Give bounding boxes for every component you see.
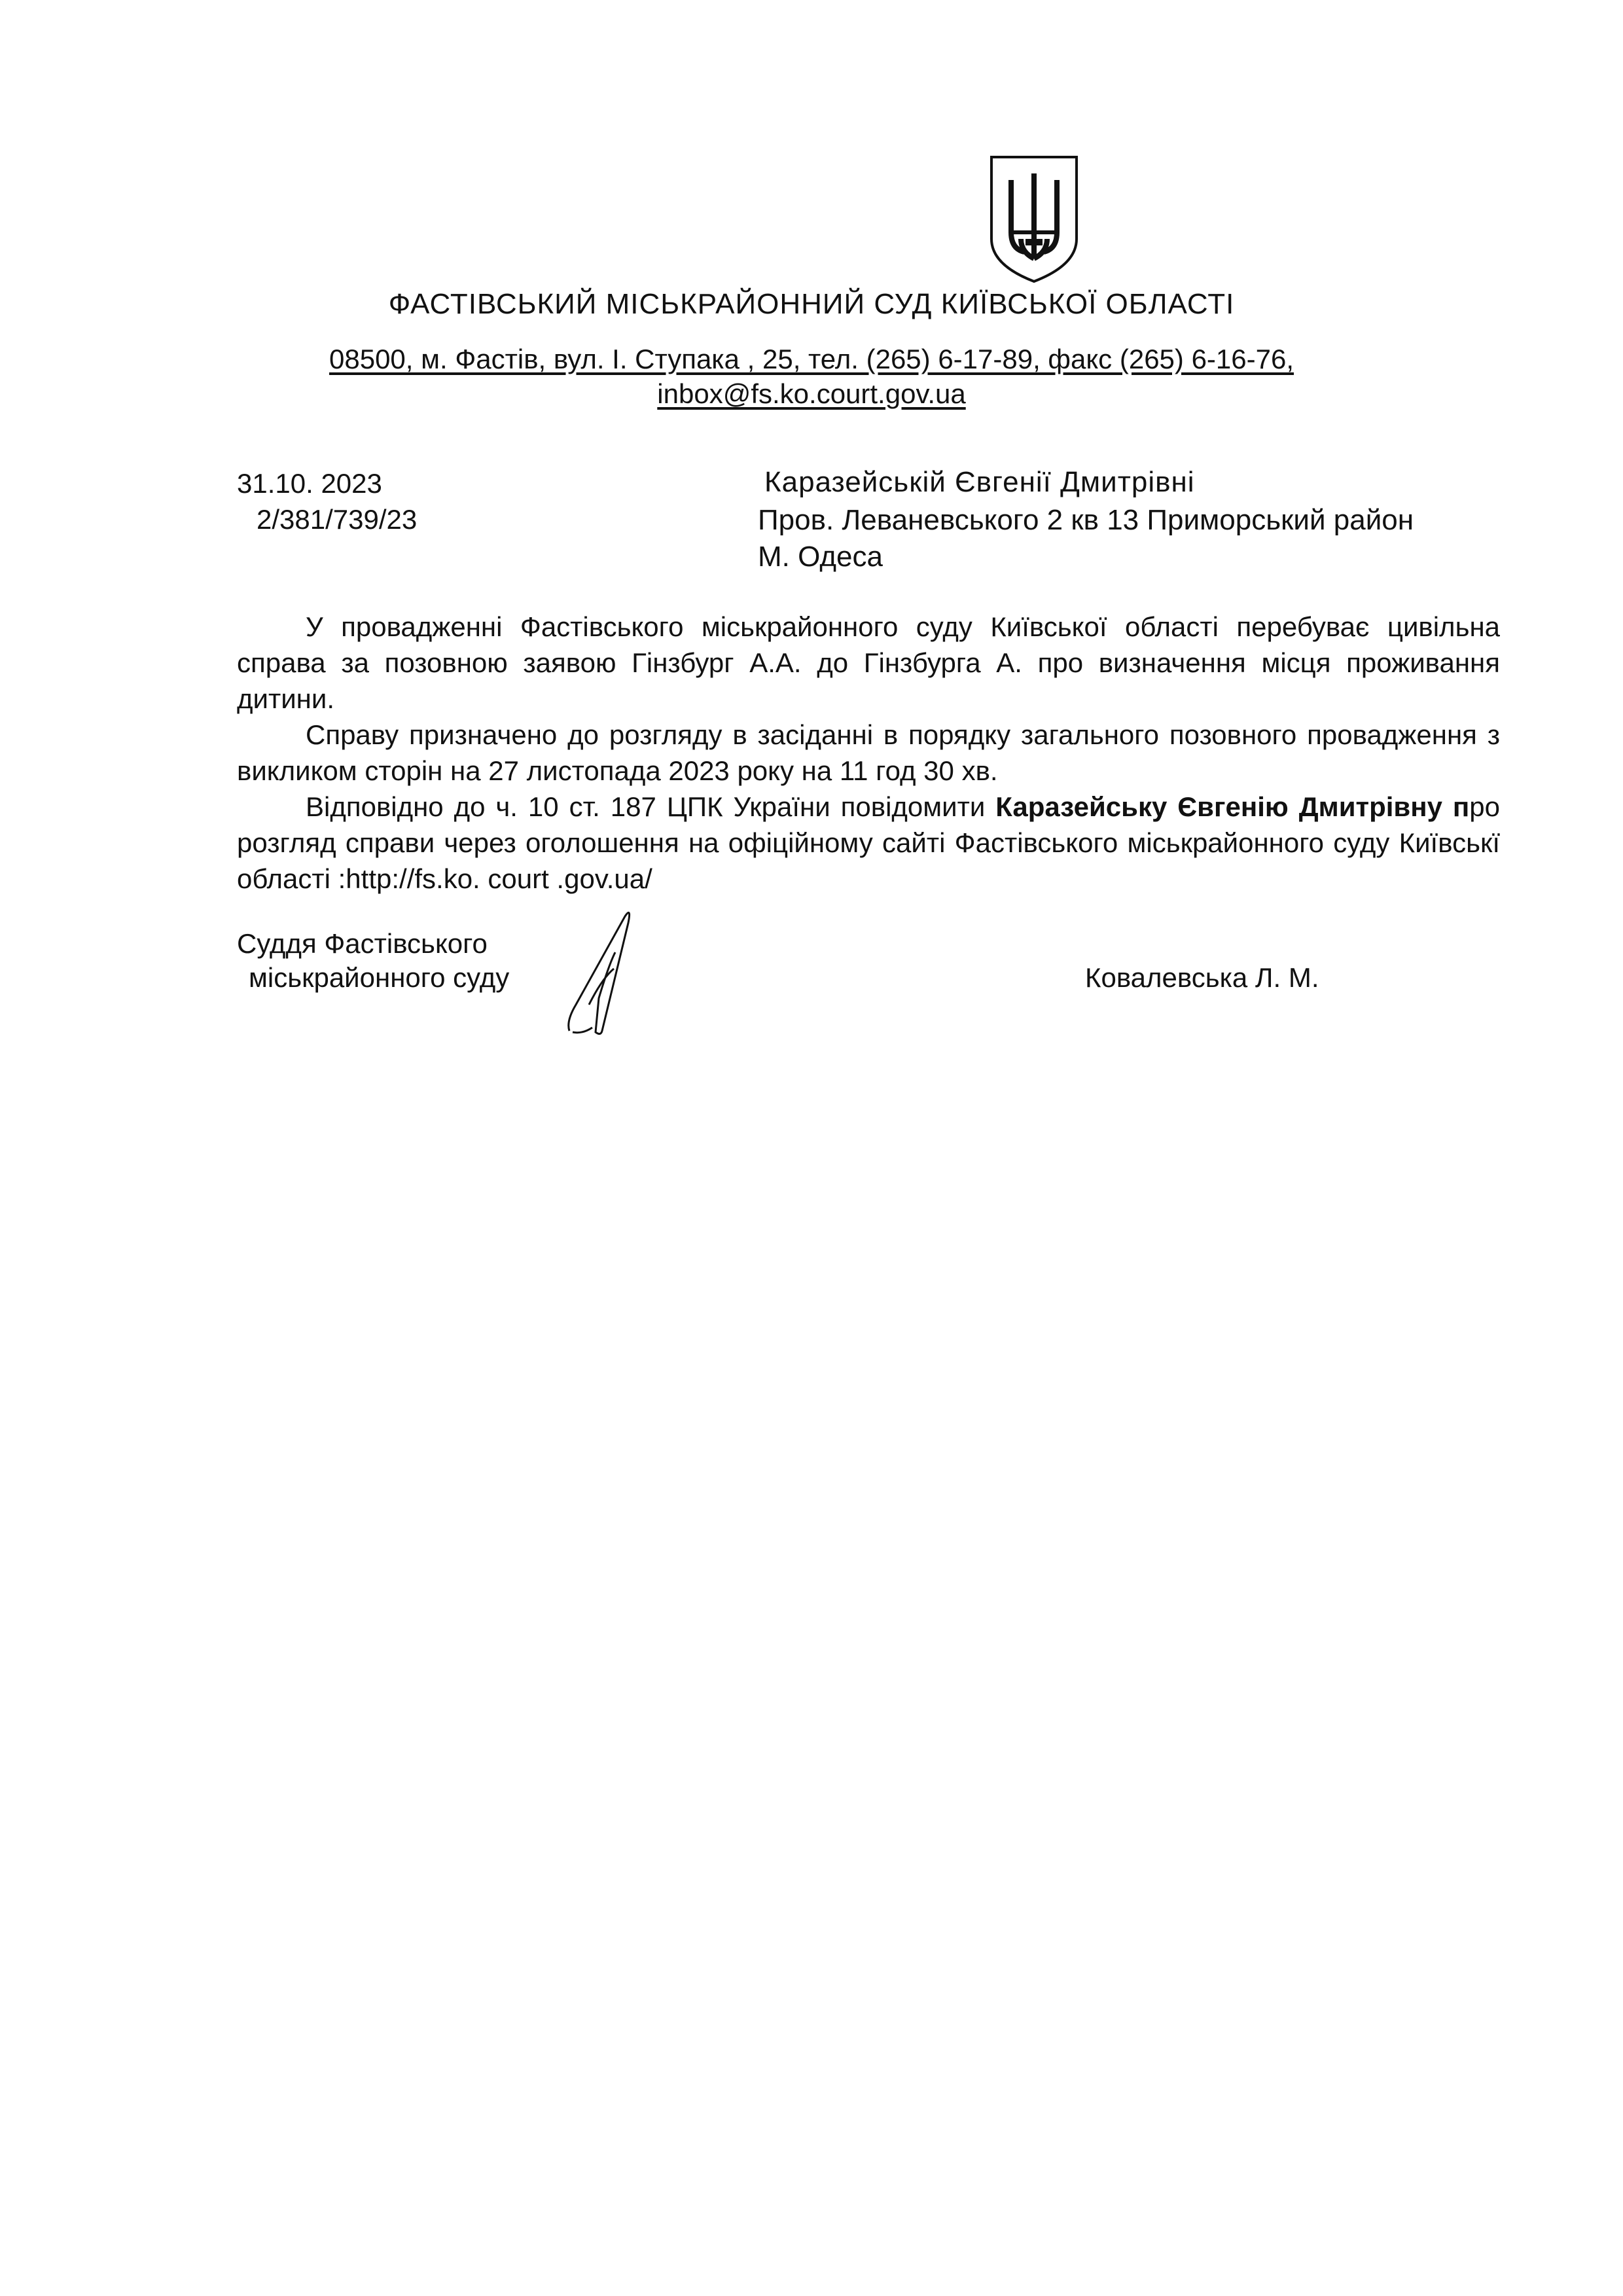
body-paragraph-case: У провадженні Фастівського міськрайонного суду Київської області перебуває цивільна справа за позовною заявою Гінзбург А.А. до Гінзбурга А. про визначення місця проживання дитини. bbox=[237, 611, 1500, 714]
judge-name: Ковалевська Л. М. bbox=[1085, 962, 1319, 993]
recipient-name-bold: Каразейську Євгенію Дмитрівну п bbox=[995, 791, 1470, 822]
judge-title-line: Суддя Фастівського bbox=[237, 928, 488, 959]
document-date: 31.10. 2023 bbox=[237, 468, 382, 499]
recipient-name: Каразейській Євгенії Дмитрівні bbox=[764, 466, 1195, 498]
recipient-address-line: Пров. Леваневського 2 кв 13 Приморський район bbox=[758, 504, 1414, 536]
body-paragraph-notification: Відповідно до ч. 10 ст. 187 ЦПК України повідомити Каразейську Євгенію Дмитрівну про розгляд справи через оголошення на офіційному сайті Фастівського міськрайонного суду Київськї області :http://fs.ko. court .gov.ua/ bbox=[237, 791, 1501, 894]
notice-body bbox=[237, 609, 1500, 897]
case-number: 2/381/739/23 bbox=[257, 504, 418, 535]
court-email: inbox@fs.ko.court.gov.ua bbox=[657, 378, 966, 409]
court-address-line: 08500, м. Фастів, вул. І. Ступака , 25, тел. (265) 6-17-89, факс (265) 6-16-76, bbox=[329, 344, 1294, 374]
body-paragraph-schedule: Справу призначено до розгляду в засіданні в порядку загального позовного провадження з викликом сторін на 27 листопада 2023 року на 11 год 30 хв. bbox=[237, 719, 1500, 786]
judge-title-line: міськрайонного суду bbox=[249, 962, 510, 993]
recipient-city: М. Одеса bbox=[758, 541, 883, 573]
trident-emblem-icon bbox=[985, 154, 1083, 285]
court-name: ФАСТІВСЬКИЙ МІСЬКРАЙОННИЙ СУД КИЇВСЬКОЇ ОБЛАСТІ bbox=[388, 288, 1235, 320]
handwritten-signature-icon bbox=[563, 906, 661, 1037]
